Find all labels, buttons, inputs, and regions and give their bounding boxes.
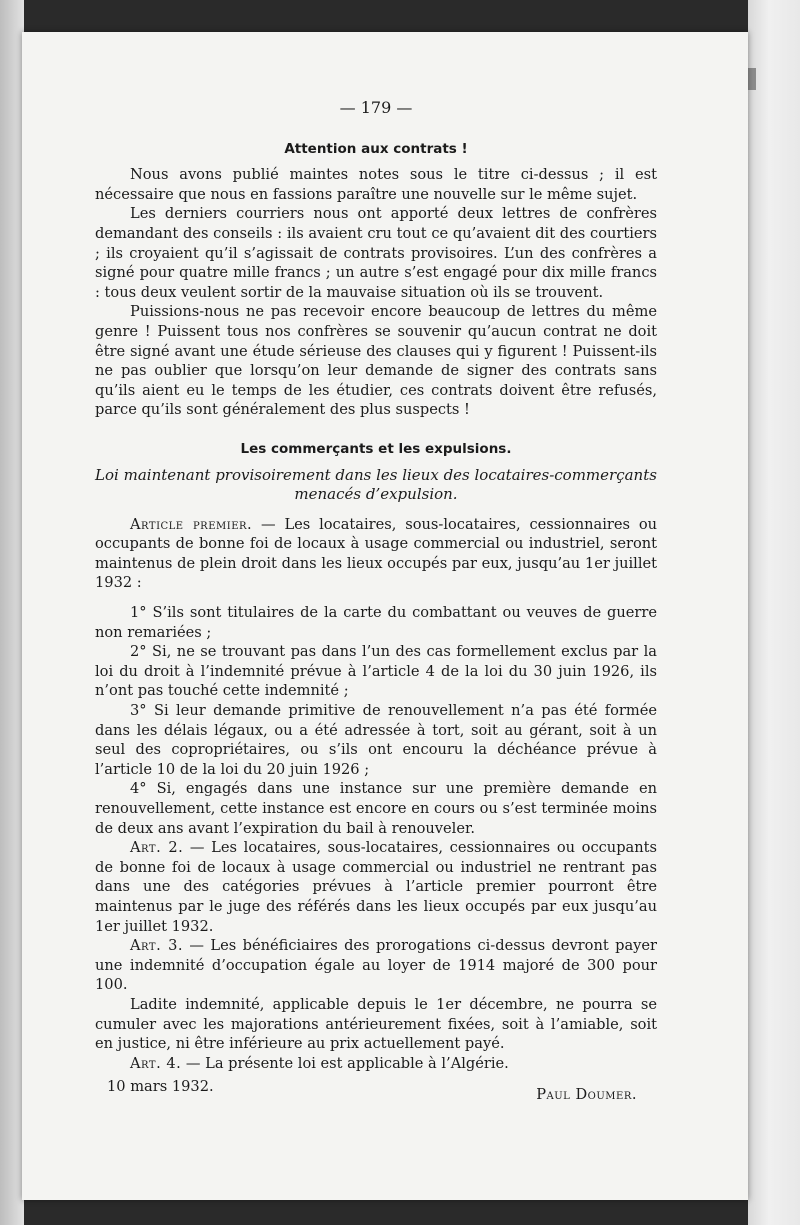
law-date: 10 mars 1932. [107, 1078, 214, 1096]
section1-paragraph: Nous avons publié maintes notes sous le titre ci-dessus ; il est nécessaire que nous en fassions paraître une nouvelle sur le même sujet. [95, 166, 657, 203]
article-2-label: Art. 2. [130, 839, 184, 857]
article-3-label: Art. 3. [130, 937, 184, 955]
scan-left-edge [0, 0, 24, 1225]
article-3-text: — Les bénéficiaires des prorogations ci-dessus devront payer une indemnité d’occupation égale au loyer de 1914 majoré de 300 pour 100. [95, 937, 658, 994]
article-4-text: — La présente loi est applicable à l’Algérie. [181, 1054, 509, 1072]
article-4-label: Art. 4. [130, 1054, 182, 1072]
article-4 [95, 1054, 657, 1074]
signature-block [95, 1077, 657, 1104]
article-1-item: 1° S’ils sont titulaires de la carte du combattant ou veuves de guerre non remariées ; [95, 604, 657, 641]
section1-title: Attention aux contrats ! [284, 140, 468, 157]
article-1-item: 4° Si, engagés dans une instance sur une première demande en renouvellement, cette instance est encore en cours ou s’est terminée moins de deux ans avant l’expiration du bail à renouveler. [95, 780, 657, 837]
article-2-text: — Les locataires, sous-locataires, cessionnaires ou occupants de bonne foi de locaux à usage commercial ou industriel ne rentrant pas dans une des catégories prévues à l’article premier pourront être maintenus par le juge des référés dans les lieux occupés par eux jusqu’au 1er juillet 1932. [95, 839, 657, 935]
article-3-paragraph: Ladite indemnité, applicable depuis le 1er décembre, ne pourra se cumuler avec les majorations antérieurement fixées, soit à l’amiable, soit en justice, ni être inférieure au prix actuellement payé. [95, 995, 657, 1053]
page-number: — 179 — [339, 98, 413, 117]
article-1 [95, 515, 657, 593]
subtitle-line: menacés d’expulsion. [294, 485, 458, 504]
article-1-item: 2° Si, ne se trouvant pas dans l’un des cas formellement exclus par la loi du droit à l’indemnité prévue à l’article 4 de la loi du 30 juin 1926, ils n’ont pas touché cette indemnité ; [95, 643, 657, 700]
section2-title: Les commerçants et les expulsions. [240, 440, 512, 457]
article-1-text: — Les locataires, sous-locataires, cessionnaires ou occupants de bonne foi de locaux à usage commercial ou industriel, seront maintenus de plein droit dans les lieux occupés par eux, jusqu’au 1er juillet 1932 : [95, 515, 658, 592]
page-tab-marker [748, 68, 756, 90]
page-content [95, 98, 658, 1104]
article-1-item: 3° Si leur demande primitive de renouvellement n’a pas été formée dans les délais légaux, ou a été adressée à tort, soit au gérant, soit à un seul des copropriétaires, ou s’ils ont encouru la déchéance prévue à l’article 10 de la loi du 20 juin 1926 ; [95, 702, 657, 778]
article-1-label: Article premier. [130, 515, 253, 533]
article-2 [95, 838, 657, 936]
subtitle-line: Loi maintenant provisoirement dans les lieux des locataires-commerçants [95, 465, 657, 484]
section2-subtitle [95, 466, 657, 505]
scan-right-edge [748, 0, 800, 1225]
section1-paragraph: Les derniers courriers nous ont apporté deux lettres de confrères demandant des conseils : ils avaient cru tout ce qu’avaient dit des courtiers ; ils croyaient qu’il s’agissait de contrats provisoires. L’un des confrères a signé pour quatre mille francs ; un autre s’est engagé pour dix mille francs : tous deux veulent sortir de la mauvaise situation où ils se trouvent. [95, 205, 657, 301]
section1-paragraph: Puissions-nous ne pas recevoir encore beaucoup de lettres du même genre ! Puissent tous nos confrères se souvenir qu’aucun contrat ne doit être signé avant une étude sérieuse des clauses qui y figurent ! Puissent-ils ne pas oublier que lorsqu’on leur demande de signer des contrats sans qu’ils aient eu le temps de les étudier, ces contrats doivent être refusés, parce qu’ils sont généralement des plus suspects ! [95, 303, 657, 419]
signature: Paul Doumer. [536, 1086, 637, 1104]
article-3 [95, 936, 657, 995]
